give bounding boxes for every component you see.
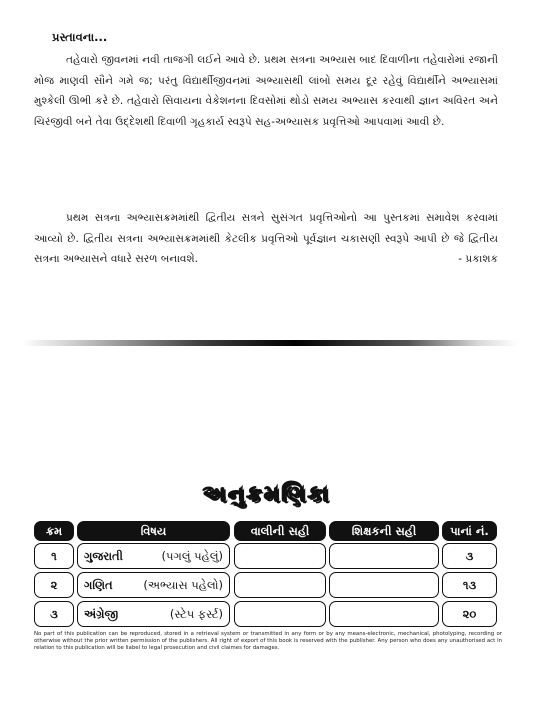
teacher-signature-box [329, 572, 439, 598]
header-parent-signature: વાલીની સહી [234, 521, 326, 541]
row-subject [77, 572, 230, 598]
row-serial: ૩ [34, 601, 74, 627]
preface-heading: પ્રસ્તાવના... [52, 30, 108, 44]
teacher-signature-box [329, 601, 439, 627]
row-subject [77, 601, 230, 627]
index-title: અનુક્રમણિકા [202, 482, 331, 507]
header-subject: વિષય [77, 521, 230, 541]
preface-paragraph-2 [34, 208, 498, 270]
row-subject [77, 543, 230, 569]
row-serial: ૨ [34, 572, 74, 598]
header-page-number: પાનાં નં. [442, 521, 497, 541]
header-serial: ક્રમ [34, 521, 74, 541]
subject-note: (સ્ટેપ ફર્સ્ટ) [169, 606, 223, 621]
copyright-disclaimer: No part of this publication can be reproduced, stored in a retrieval system or transmitted in any form or by any means-electronic, mechanical, photolyping, recording or otherwise without the prior written permission of the publishers. All right of export of this book is reserved with the publisher. Any person who does any unauthorised act in relation to this publication will be liabel to legal prosecution and civil claimes for damages. [34, 631, 502, 651]
preface-paragraph-1 [34, 50, 498, 132]
subject-note: (અભ્યાસ પહેલો) [143, 577, 223, 592]
parent-signature-box [234, 601, 326, 627]
row-page: ૨૦ [442, 601, 497, 627]
subject-name: ગુજરાતી [84, 548, 123, 563]
subject-note: (પગલું પહેલું) [161, 548, 223, 563]
parent-signature-box [234, 572, 326, 598]
header-teacher-signature: શિક્ષકની સહી [329, 521, 439, 541]
publisher-signature: - પ્રકાશક [458, 253, 498, 266]
subject-name: અંગ્રેજી [84, 606, 119, 621]
section-divider [22, 340, 518, 346]
row-page: ૧૩ [442, 572, 497, 598]
row-serial: ૧ [34, 543, 74, 569]
preface-paragraph-2-text: પ્રથમ સત્રના અભ્યાસક્રમમાંથી દ્વિતીય સત્રને સુસંગત પ્રવૃત્તિઓનો આ પુસ્તકમાં સમાવેશ કરવામાં આવ્યો છે. દ્વિતીય સત્રના અભ્યાસક્રમમાંથી કેટલીક પ્રવૃત્તિઓ પૂર્વજ્ઞાન ચકાસણી સ્વરૂપે આપી છે જે દ્વિતીય સત્રના અભ્યાસને વધારે સરળ બનાવશે. [34, 212, 498, 266]
teacher-signature-box [329, 543, 439, 569]
subject-name: ગણિત [84, 577, 113, 592]
parent-signature-box [234, 543, 326, 569]
preface-paragraph-1-text: તહેવારો જીવનમાં નવી તાજગી લઈને આવે છે. પ્રથમ સત્રના અભ્યાસ બાદ દિવાળીના તહેવારોમાં રજાની મોજ માણવી સૌને ગમે જ; પરંતુ વિદ્યાર્થીજીવનમાં અભ્યાસથી લાંબો સમય દૂર રહેવું વિદ્યાર્થીને અભ્યાસમાં મુશ્કેલી ઊભી કરે છે. તહેવારો સિવાયના વેકેશનના દિવસોમાં થોડો સમય અભ્યાસ કરવાથી જ્ઞાન અવિરત અને ચિરંજીવી બને તેવા ઉદ્દેશથી દિવાળી ગૃહકાર્ય સ્વરૂપે સહ-અભ્યાસક પ્રવૃત્તિઓ આપવામાં આવી છે. [34, 54, 498, 128]
row-page: ૩ [442, 543, 497, 569]
